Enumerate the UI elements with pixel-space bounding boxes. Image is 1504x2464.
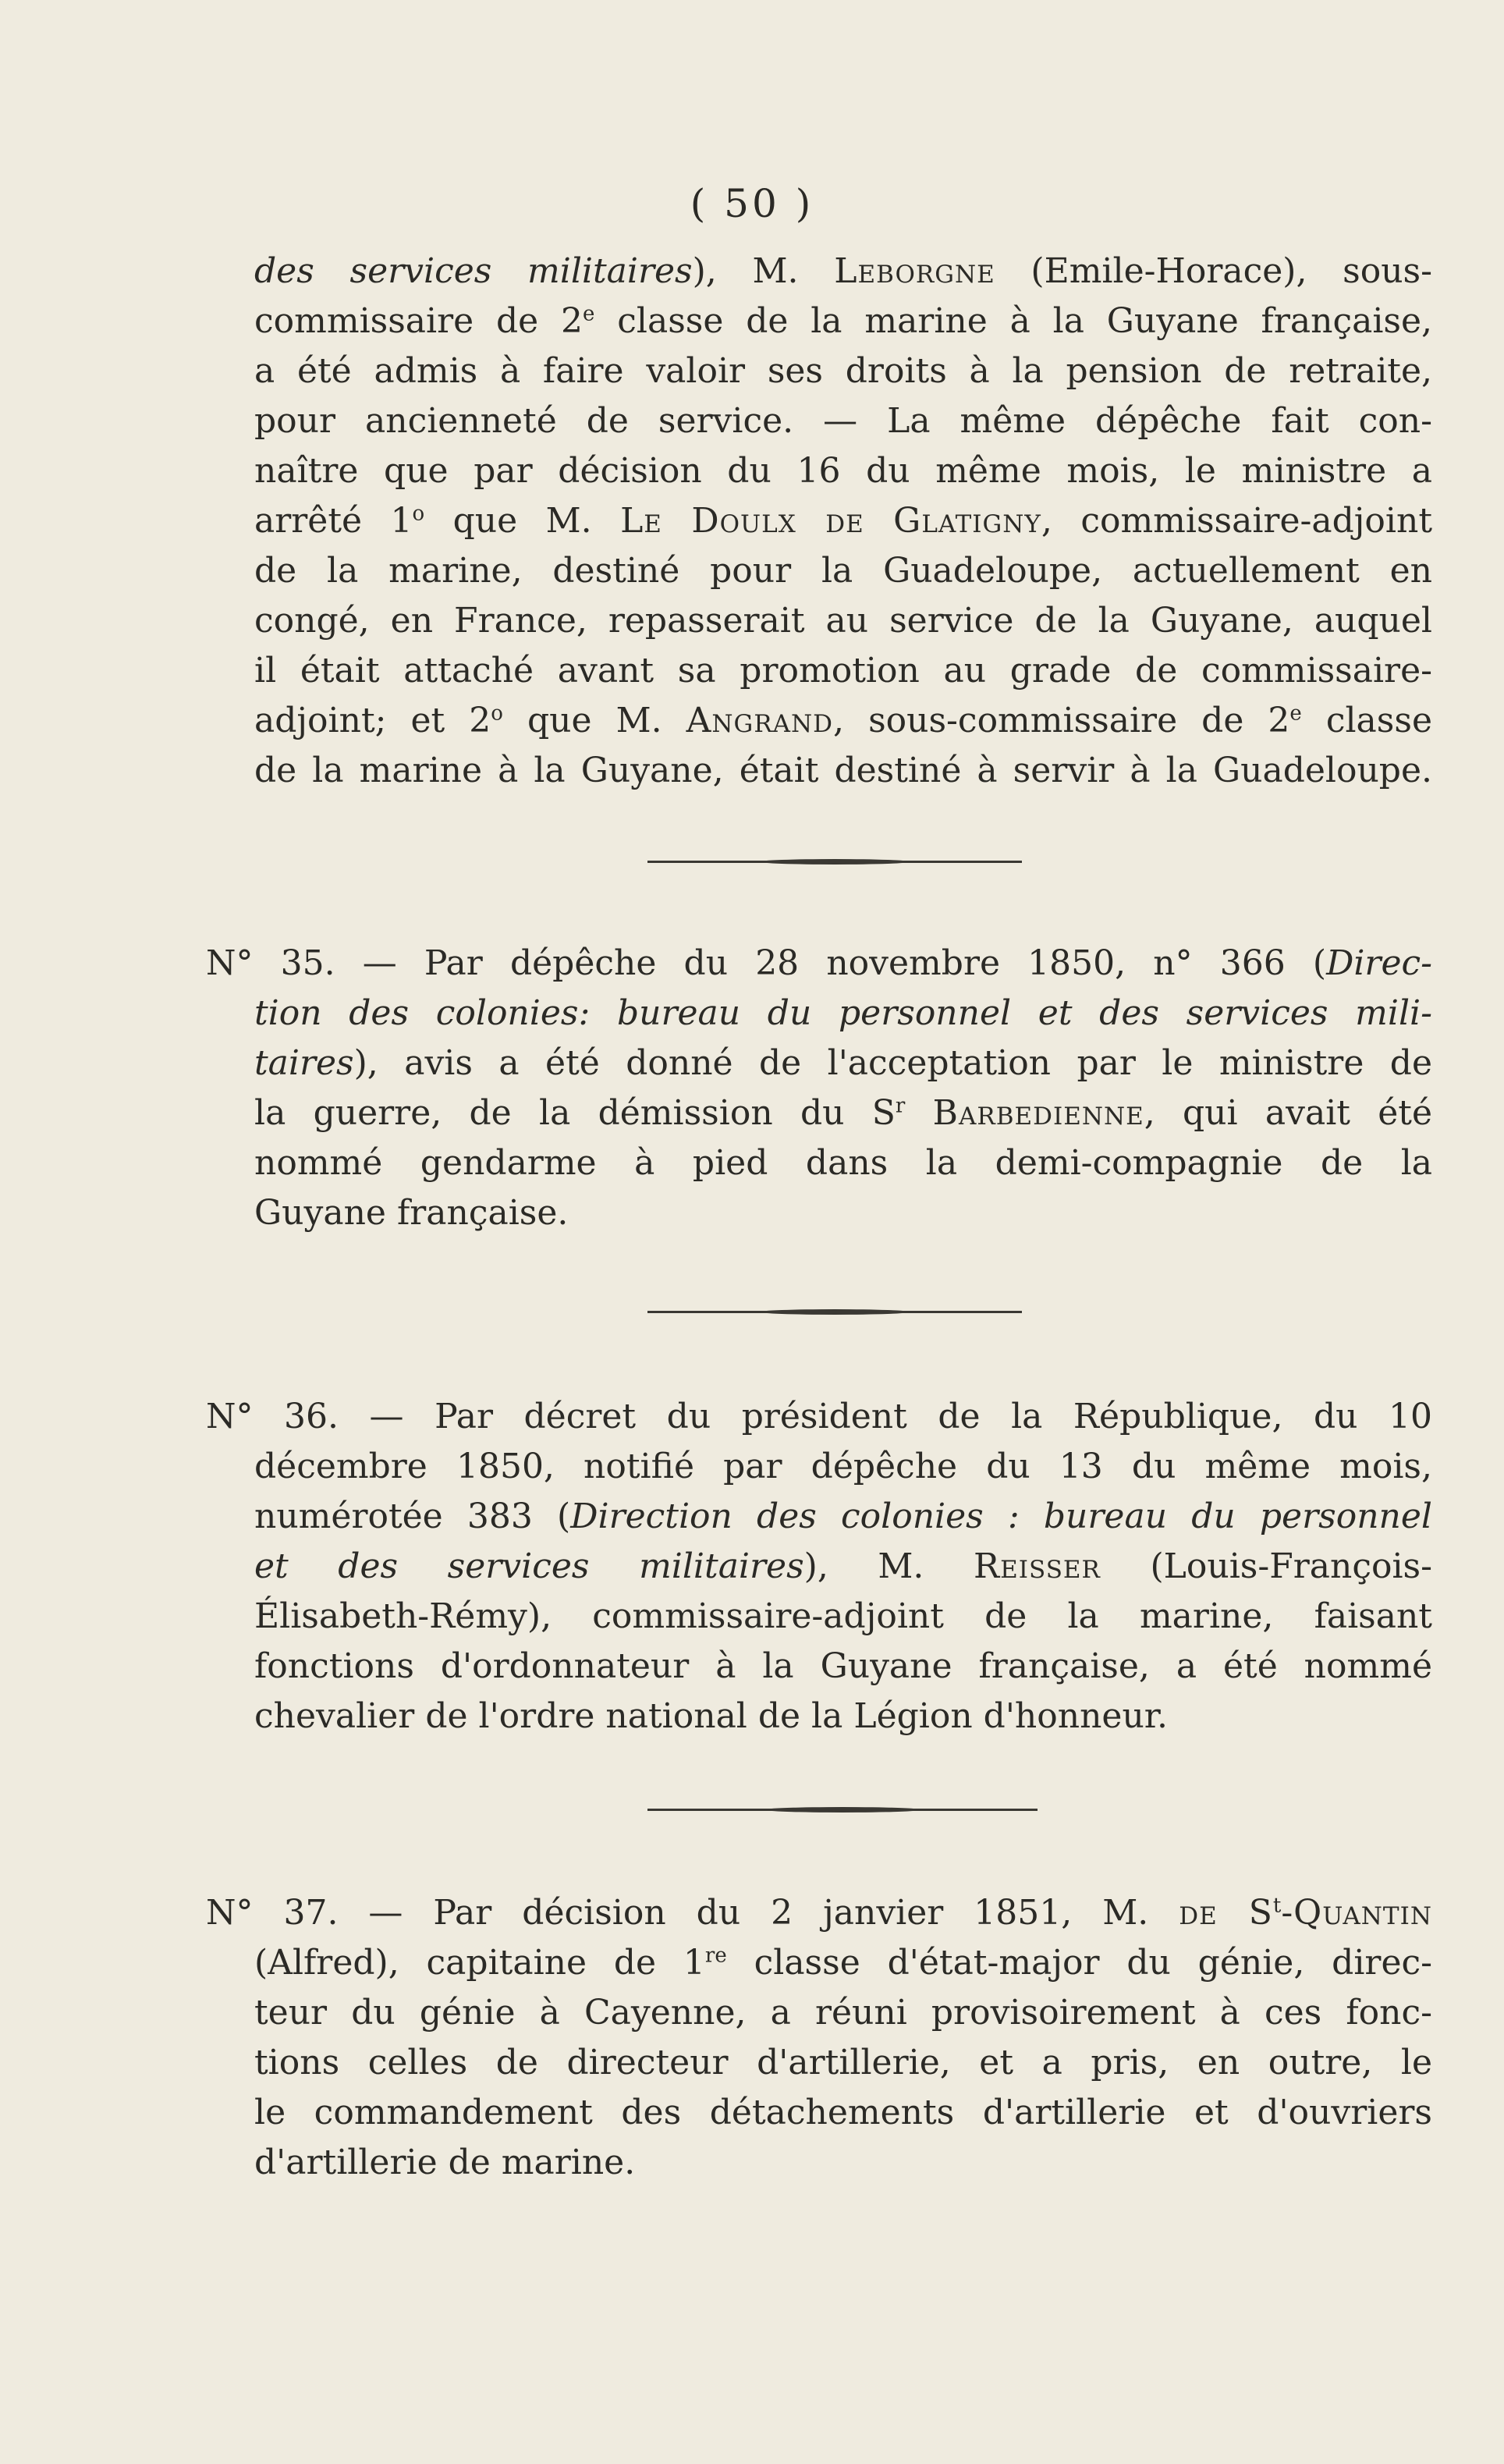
text-line: N° 35. — Par dépêche du 28 novembre 1850, n° 366 (Direc-	[206, 943, 1432, 983]
text-line: pour ancienneté de service. — La même dépêche fait con-	[254, 401, 1432, 441]
text-line: (Alfred), capitaine de 1re classe d'état-major du génie, direc-	[254, 1943, 1432, 1983]
text-line: il était attaché avant sa promotion au grade de commissaire-	[254, 651, 1432, 691]
paragraph-no-37	[206, 1888, 1432, 2188]
text-line: arrêté 1$^o$ que M. Le Doulx de Glatigny, commissaire-adjoint	[254, 501, 1432, 541]
text-line: d'artillerie de marine.	[254, 2143, 636, 2182]
text-line: Guyane française.	[254, 1193, 569, 1233]
text-line: tions celles de directeur d'artillerie, et a pris, en outre, le	[254, 2043, 1432, 2082]
text-line: taires), avis a été donné de l'acceptation par le ministre de	[254, 1043, 1432, 1083]
section-divider	[647, 1809, 1038, 1811]
section-divider	[647, 1311, 1022, 1313]
text-line: de la marine, destiné pour la Guadeloupe, actuellement en	[254, 551, 1432, 591]
text-line: de la marine à la Guyane, était destiné à servir à la Guadeloupe.	[254, 751, 1432, 790]
paragraph-no-36	[206, 1392, 1432, 1741]
text-line: N° 37. — Par décision du 2 janvier 1851, M. de $S^t$-Quantin	[206, 1893, 1432, 1933]
text-line: numérotée 383 (Direction des colonies : bureau du personnel	[254, 1497, 1432, 1536]
text-line: commissaire de 2e classe de la marine à la Guyane française,	[254, 301, 1433, 341]
text-line: chevalier de l'ordre national de la Légion d'honneur.	[254, 1696, 1168, 1736]
text-line: Élisabeth-Rémy), commissaire-adjoint de la marine, faisant	[254, 1596, 1432, 1636]
text-line: congé, en France, repasserait au service de la Guyane, auquel	[254, 601, 1432, 641]
section-divider	[647, 861, 1022, 863]
text-line: teur du génie à Cayenne, a réuni provisoirement à ces fonc-	[254, 1993, 1432, 2033]
text-line: la guerre, de la démission du $S^r$ Barbedienne, qui avait été	[254, 1093, 1433, 1133]
paragraph-no-35	[206, 939, 1433, 1238]
text-line: fonctions d'ordonnateur à la Guyane française, a été nommé	[254, 1646, 1432, 1686]
text-line: des services militaires), M. Leborgne (Emile-Horace), sous-	[254, 251, 1432, 291]
text-line: a été admis à faire valoir ses droits à la pension de retraite,	[254, 351, 1432, 391]
text-line: décembre 1850, notifié par dépêche du 13 du même mois,	[254, 1447, 1432, 1486]
text-line: adjoint; et 2$^o$ que M. Angrand, sous-commissaire de 2e classe	[254, 701, 1432, 740]
text-line: naître que par décision du 16 du même mois, le ministre a	[254, 451, 1432, 491]
text-line: N° 36. — Par décret du président de la République, du 10	[206, 1397, 1432, 1436]
text-line: tion des colonies: bureau du personnel et des services mili-	[254, 993, 1432, 1033]
text-line: et des services militaires), M. Reisser (Louis-François-	[254, 1546, 1432, 1586]
page-number: ( 50 )	[690, 181, 814, 226]
text-line: nommé gendarme à pied dans la demi-compagnie de la	[254, 1143, 1432, 1183]
paragraph-continuation	[254, 247, 1432, 796]
text-line: le commandement des détachements d'artillerie et d'ouvriers	[254, 2093, 1432, 2132]
